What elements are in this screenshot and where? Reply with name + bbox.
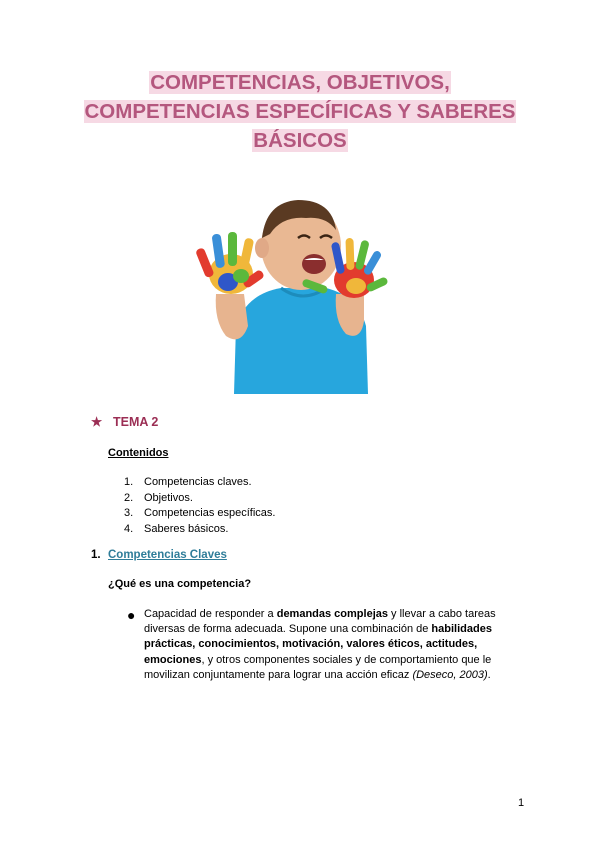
page-number: 1	[518, 797, 525, 809]
bullet-icon: ●	[127, 607, 136, 623]
contenidos-heading: Contenidos	[108, 447, 169, 459]
child-painted-hands-photo	[186, 176, 416, 394]
document-title	[0, 68, 600, 155]
list-item: 1. Competencias claves.	[124, 476, 252, 488]
list-item: 4. Saberes básicos.	[124, 522, 229, 535]
list-item: 2. Objetivos.	[124, 491, 193, 504]
competency-definition: Capacidad de responder a demandas complejas y llevar a cabo tareas diversas de forma adecuada. Supone una combinación de habilidades prácticas, conocimientos, motivación, valores éticos, actitudes, emociones, y otros componentes sociales y de comportamiento que le movilizan conjuntamente para lograr una acción eficaz (Deseco, 2003).	[144, 608, 496, 681]
competencias-claves-link[interactable]: Competencias Claves	[108, 549, 227, 561]
tema-label: TEMA 2	[113, 415, 159, 429]
tema-heading	[91, 414, 158, 429]
title-line-1: COMPETENCIAS, OBJETIVOS,	[150, 71, 450, 94]
title-line-2: COMPETENCIAS ESPECÍFICAS Y SABERES	[84, 100, 516, 123]
section-number: 1.	[91, 549, 101, 561]
section-1-heading	[91, 549, 227, 561]
star-icon: ★	[91, 415, 103, 429]
question-heading: ¿Qué es una competencia?	[108, 578, 252, 590]
contents-list	[124, 475, 275, 537]
title-line-3: BÁSICOS	[253, 129, 347, 152]
list-item: 3. Competencias específicas.	[124, 507, 276, 519]
